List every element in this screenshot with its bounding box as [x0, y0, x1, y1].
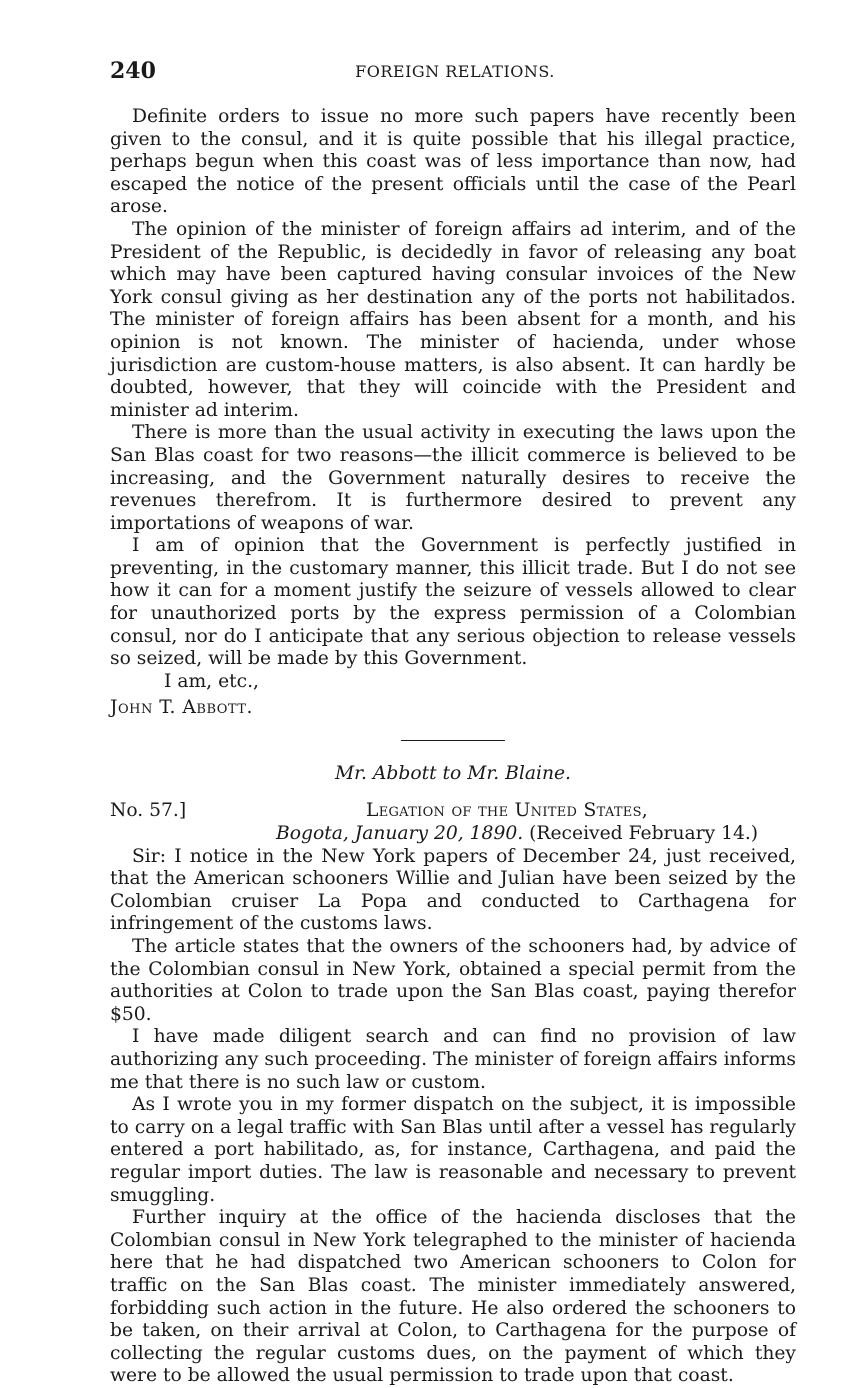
paragraph-1: Definite orders to issue no more such papers have recently been given to the consul, and it is quite possible that his illegal practice, perhaps begun when this coast was of less importance than now, had escaped the notice of the present officials until the case of the Pearl arose.: [110, 106, 796, 218]
closing-line: I am, etc.,: [164, 670, 259, 692]
paragraph-2: The opinion of the minister of foreign affairs ad interim, and of the President of the Republic, is decidedly in favor of releasing any boat which may have been captured having consular invoices of the New York consul giving as her destination any of the ports not habilitados. The minister of foreign affairs has been absent for a month, and his opinion is not known. The minister of hacienda, under whose jurisdiction are custom-house matters, is also absent. It can hardly be doubted, however, that they will coincide with the President and minister ad interim.: [110, 218, 796, 421]
received-date: (Received February 14.): [529, 822, 759, 844]
paragraph-4: I am of opinion that the Government is perfectly justified in preventing, in the customary manner, this illicit trade. But I do not see how it can for a moment justify the seizure of vessels allowed to clear for unauthorized ports by the express permission of a Colombian consul, nor do I anticipate that any serious objection to release vessels so seized, will be made by this Government.: [110, 535, 796, 670]
letter-dateline: [110, 800, 796, 846]
letter-paragraph-3: I have made diligent search and can find no provision of law authorizing any such proceeding. The minister of foreign affairs informs me that there is no such law or custom.: [110, 1026, 796, 1093]
page-body: [110, 106, 796, 1388]
date-line: [276, 823, 758, 846]
letter-paragraph-4: As I wrote you in my former dispatch on the subject, it is impossible to carry on a legal traffic with San Blas until after a vessel has regularly entered a port habilitado, as, for instance, Carthagena, and paid the regular import duties. The law is reasonable and necessary to prevent smuggling.: [110, 1094, 796, 1206]
letter-paragraph-5: Further inquiry at the office of the hacienda discloses that the Colombian consul in New York telegraphed to the minister of hacienda here that he had dispatched two American schooners to Colon for traffic on the San Blas coast. The minister immediately answered, forbidding such action in the future. He also ordered the schooners to be taken, on their arrival at Colon, to Carthagena for the purpose of collecting the regular customs dues, on the payment of which they were to be allowed the usual permission to trade upon that coast.: [110, 1207, 796, 1387]
page-header: [110, 58, 800, 88]
paragraph-3: There is more than the usual activity in executing the laws upon the San Blas coast for two reasons—the illicit commerce is believed to be increasing, and the Government naturally desires to receive the revenues therefrom. It is furthermore desired to prevent any importations of weapons of war.: [110, 422, 796, 534]
letter-paragraph-1: Sir: I notice in the New York papers of December 24, just received, that the American schooners Willie and Julian have been seized by the Colombian cruiser La Popa and conducted to Carthagena for infringement of the customs laws.: [110, 845, 796, 935]
running-head: FOREIGN RELATIONS.: [355, 62, 555, 81]
letter-title: Mr. Abbott to Mr. Blaine.: [335, 763, 571, 785]
page-number: 240: [110, 58, 156, 84]
letter-paragraph-2: The article states that the owners of the schooners had, by advice of the Colombian consul in New York, obtained a special permit from the authorities at Colon to trade upon the San Blas coast, paying therefor $50.: [110, 936, 796, 1025]
legation-heading: Legation of the United States,: [366, 799, 649, 821]
signature: John T. Abbott.: [110, 697, 253, 719]
place-date: Bogota, January 20, 1890.: [276, 822, 524, 844]
dispatch-number: No. 57.]: [110, 799, 187, 821]
section-divider: [401, 740, 505, 741]
